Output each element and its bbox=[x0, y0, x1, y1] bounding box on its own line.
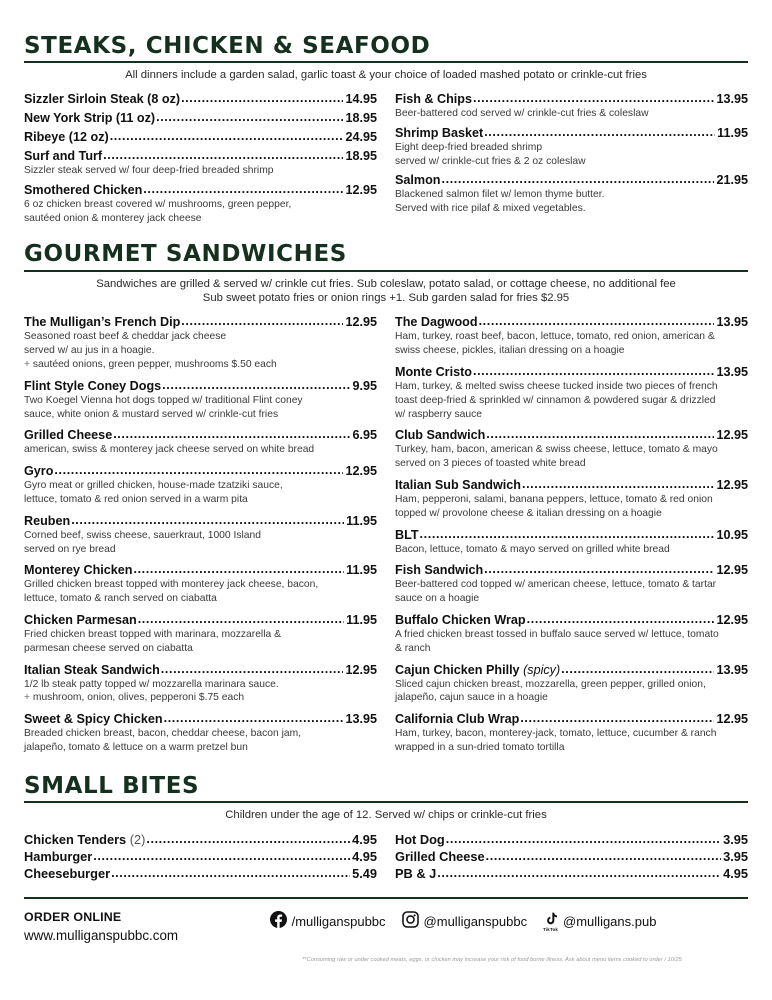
description-line: Served with rice pilaf & mixed vegetables. bbox=[395, 203, 586, 215]
menu-item-note: (spicy) bbox=[519, 662, 561, 677]
description-line: Sizzler steak served w/ four deep-fried breaded shrimp bbox=[24, 165, 274, 177]
menu-item-description bbox=[395, 727, 748, 755]
leader-dots bbox=[110, 131, 344, 142]
menu-item-line bbox=[395, 832, 748, 847]
menu-item-description bbox=[395, 493, 748, 521]
leader-dots bbox=[133, 564, 344, 575]
menu-item-name: Hot Dog bbox=[395, 831, 445, 847]
menu-item-price: 12.95 bbox=[345, 315, 377, 330]
menu-item-line bbox=[24, 514, 377, 528]
menu-item-description bbox=[395, 678, 748, 706]
tiktok-link[interactable] bbox=[543, 912, 656, 932]
menu-item bbox=[24, 866, 377, 881]
leader-dots bbox=[143, 184, 343, 195]
menu-item-price: 12.95 bbox=[716, 612, 748, 627]
section-note-line: Sub sweet potato fries or onion rings +1. Sub garden salad for fries $2.95 bbox=[202, 292, 570, 305]
description-line: sauce, white onion & mustard served w/ crinkle-cut fries bbox=[24, 408, 279, 420]
tiktok-handle: @mulligans.pub bbox=[563, 914, 657, 930]
menu-item-line bbox=[395, 866, 748, 881]
menu-item-line bbox=[395, 428, 748, 442]
menu-item bbox=[395, 428, 748, 471]
description-line: parmesan cheese served on ciabatta bbox=[24, 642, 193, 654]
menu-item-line bbox=[24, 613, 377, 627]
menu-item-line bbox=[24, 663, 377, 677]
menu-item bbox=[395, 563, 748, 606]
instagram-handle: @mulliganspubbc bbox=[423, 914, 528, 930]
section-note bbox=[24, 277, 748, 307]
section-note bbox=[24, 68, 748, 83]
menu-item-name: The Dagwood bbox=[395, 315, 478, 330]
leader-dots bbox=[486, 851, 721, 862]
menu-item-price: 12.95 bbox=[345, 464, 377, 479]
menu-item bbox=[395, 832, 748, 847]
menu-item-name: Fish Sandwich bbox=[395, 563, 484, 578]
menu-item-line bbox=[24, 130, 377, 144]
menu-item-name: BLT bbox=[395, 527, 419, 542]
menu-item bbox=[24, 130, 377, 144]
menu-item-name: Chicken Parmesan bbox=[24, 612, 137, 627]
leader-dots bbox=[484, 564, 714, 575]
menu-item-name: Smothered Chicken bbox=[24, 182, 143, 197]
description-line: served w/ crinkle-cut fries & 2 oz coleslaw bbox=[395, 155, 586, 167]
menu-item-price: 3.95 bbox=[723, 831, 748, 847]
description-line: w/ raspberry sauce bbox=[395, 408, 482, 420]
footer-divider bbox=[24, 897, 748, 899]
menu-item-description bbox=[395, 443, 748, 471]
description-line: Fried chicken breast topped with marinara, mozzarella & bbox=[24, 628, 281, 640]
menu-item-name: Chicken Tenders (2) bbox=[24, 831, 146, 847]
menu-item-price: 13.95 bbox=[345, 712, 377, 727]
menu-item-price: 10.95 bbox=[716, 527, 748, 542]
description-line: Bacon, lettuce, tomato & mayo served on grilled white bread bbox=[395, 543, 670, 555]
menu-item-name: New York Strip (11 oz) bbox=[24, 111, 156, 126]
section-header bbox=[24, 34, 748, 63]
menu-item-name: Salmon bbox=[395, 173, 441, 188]
section-header bbox=[24, 774, 748, 803]
menu-item bbox=[24, 663, 377, 706]
menu-item-description bbox=[24, 198, 377, 226]
description-line: A fried chicken breast tossed in buffalo sauce served w/ lettuce, tomato bbox=[395, 628, 719, 640]
menu-item bbox=[395, 712, 748, 755]
menu-item-price: 4.95 bbox=[352, 831, 377, 847]
description-line: Ham, pepperoni, salami, banana peppers, lettuce, tomato & red onion bbox=[395, 493, 713, 505]
leader-dots bbox=[111, 868, 350, 879]
menu-item bbox=[395, 849, 748, 864]
description-line: 1/2 lb steak patty topped w/ mozzarella marinara sauce. bbox=[24, 678, 279, 690]
menu-item-description bbox=[395, 330, 748, 358]
menu-item-price: 13.95 bbox=[716, 662, 748, 677]
menu-item-name: Buffalo Chicken Wrap bbox=[395, 612, 526, 627]
leader-dots bbox=[146, 834, 350, 845]
menu-item-price: 3.95 bbox=[723, 848, 748, 864]
description-line: Seasoned roast beef & cheddar jack cheese bbox=[24, 331, 227, 343]
description-line: Blackened salmon filet w/ lemon thyme butter. bbox=[395, 189, 605, 201]
menu-item-description bbox=[395, 107, 748, 121]
menu-item bbox=[24, 613, 377, 656]
menu-item bbox=[395, 315, 748, 358]
leader-dots bbox=[162, 380, 350, 391]
menu-item bbox=[24, 563, 377, 606]
menu-item-line bbox=[24, 849, 377, 864]
menu-item-price: 5.49 bbox=[352, 865, 377, 881]
menu-item-name: California Club Wrap bbox=[395, 712, 520, 727]
leader-dots bbox=[156, 112, 343, 123]
menu-item-name: Reuben bbox=[24, 513, 71, 528]
section-steaks-chicken-seafood bbox=[24, 34, 748, 230]
menu-item-price: 12.95 bbox=[716, 563, 748, 578]
column-left bbox=[24, 832, 377, 883]
column-left bbox=[24, 92, 377, 230]
menu-item-line bbox=[24, 183, 377, 197]
leader-dots bbox=[420, 529, 715, 540]
section-title: SMALL BITES bbox=[24, 772, 200, 799]
menu-item-name: Italian Steak Sandwich bbox=[24, 662, 160, 677]
menu-item-price: 6.95 bbox=[352, 428, 377, 443]
section-divider bbox=[24, 801, 748, 803]
section-header bbox=[24, 242, 748, 271]
menu-item-line bbox=[395, 365, 748, 379]
leader-dots bbox=[71, 515, 344, 526]
description-line: topped w/ provolone cheese & italian dressing on a hoagie bbox=[395, 507, 662, 519]
leader-dots bbox=[442, 174, 715, 185]
menu-item-price: 4.95 bbox=[352, 848, 377, 864]
menu-item-price: 18.95 bbox=[345, 111, 377, 126]
menu-item-description bbox=[24, 578, 377, 606]
menu-item-name: Surf and Turf bbox=[24, 149, 103, 164]
leader-dots bbox=[479, 316, 715, 327]
menu-item-price: 12.95 bbox=[716, 428, 748, 443]
description-line: toast deep-fried & sprinkled w/ cinnamon & powdered sugar & drizzled bbox=[395, 394, 716, 406]
menu-item-name: The Mulligan’s French Dip bbox=[24, 315, 181, 330]
menu-item-line bbox=[395, 126, 748, 140]
section-small-bites bbox=[24, 774, 748, 883]
description-line: Sliced cajun chicken breast, mozzarella, green pepper, grilled onion, bbox=[395, 678, 706, 690]
description-line: lettuce, tomato & ranch served on ciabatta bbox=[24, 593, 217, 605]
leader-dots bbox=[561, 664, 714, 675]
leader-dots bbox=[54, 465, 343, 476]
section-divider bbox=[24, 270, 748, 272]
description-line: lettuce, tomato & red onion served in a warm pita bbox=[24, 493, 248, 505]
menu-item-description bbox=[395, 188, 748, 216]
menu-item-line bbox=[24, 866, 377, 881]
menu-item bbox=[395, 478, 748, 521]
menu-item-price: 9.95 bbox=[352, 378, 377, 393]
leader-dots bbox=[161, 664, 344, 675]
column-right bbox=[395, 92, 748, 230]
description-line: jalapeño, cajun sauce in a hoagie bbox=[395, 692, 548, 704]
menu-item bbox=[395, 365, 748, 421]
menu-item-name: Monterey Chicken bbox=[24, 563, 133, 578]
instagram-link[interactable] bbox=[402, 911, 528, 933]
menu-item-price: 12.95 bbox=[716, 712, 748, 727]
menu-item bbox=[24, 428, 377, 457]
menu-item-price: 13.95 bbox=[716, 364, 748, 379]
menu-item-price: 12.95 bbox=[345, 662, 377, 677]
menu-item bbox=[24, 149, 377, 178]
description-line: wrapped in a sun-dried tomato tortilla bbox=[395, 741, 565, 753]
column-right bbox=[395, 832, 748, 883]
menu-item-description bbox=[24, 628, 377, 656]
leader-dots bbox=[181, 93, 343, 104]
menu-item bbox=[395, 663, 748, 706]
leader-dots bbox=[522, 479, 715, 490]
leader-dots bbox=[527, 614, 715, 625]
menu-item bbox=[395, 126, 748, 169]
menu-item bbox=[24, 183, 377, 226]
column-right bbox=[395, 315, 748, 761]
leader-dots bbox=[486, 429, 714, 440]
menu-item-price: 14.95 bbox=[345, 92, 377, 107]
menu-item-line bbox=[395, 528, 748, 542]
instagram-icon bbox=[402, 911, 419, 933]
leader-dots bbox=[484, 127, 715, 138]
menu-item-description bbox=[24, 330, 377, 371]
menu-item-price: 4.95 bbox=[723, 865, 748, 881]
menu-item bbox=[24, 712, 377, 755]
menu-item-name: Hamburger bbox=[24, 848, 93, 864]
menu-item-price: 11.95 bbox=[346, 612, 377, 627]
menu-item bbox=[24, 849, 377, 864]
menu-item bbox=[395, 528, 748, 557]
order-online-label: ORDER ONLINE bbox=[24, 909, 122, 924]
menu-item-line bbox=[395, 712, 748, 726]
menu-item-description bbox=[24, 678, 377, 706]
section-note-line: Children under the age of 12. Served w/ chips or crinkle-cut fries bbox=[225, 808, 547, 821]
menu-item-description bbox=[24, 529, 377, 557]
leader-dots bbox=[113, 429, 350, 440]
menu-item-line bbox=[24, 379, 377, 393]
section-columns bbox=[24, 832, 748, 883]
description-line: Breaded chicken breast, bacon, cheddar cheese, bacon jam, bbox=[24, 728, 302, 740]
website-url[interactable]: www.mulliganspubbc.com bbox=[24, 927, 179, 943]
menu-item-line bbox=[24, 315, 377, 329]
menu-item-line bbox=[395, 613, 748, 627]
menu-item bbox=[24, 92, 377, 106]
menu-item-price: 24.95 bbox=[345, 130, 377, 145]
menu-item-price: 11.95 bbox=[346, 563, 377, 578]
menu-item-name: Monte Cristo bbox=[395, 364, 472, 379]
column-left bbox=[24, 315, 377, 761]
menu-item-name: Grilled Cheese bbox=[395, 848, 485, 864]
menu-item-price: 18.95 bbox=[345, 149, 377, 164]
description-line: Ham, turkey, bacon, monterey-jack, tomato, lettuce, cucumber & ranch bbox=[395, 728, 717, 740]
menu-item-description bbox=[395, 380, 748, 421]
leader-dots bbox=[93, 851, 350, 862]
menu-item bbox=[24, 379, 377, 422]
leader-dots bbox=[473, 93, 715, 104]
leader-dots bbox=[437, 868, 721, 879]
description-line: swiss cheese, pickles, italian dressing on a hoagie bbox=[395, 345, 625, 357]
description-line: american, swiss & monterey jack cheese served on white bread bbox=[24, 444, 315, 456]
menu-item bbox=[395, 173, 748, 216]
description-line: Grilled chicken breast topped with monterey jack cheese, bacon, bbox=[24, 579, 319, 591]
menu-item-price: 21.95 bbox=[716, 173, 748, 188]
description-line: Ham, turkey, roast beef, bacon, lettuce, tomato, red onion, american & bbox=[395, 331, 715, 343]
description-line: Turkey, ham, bacon, american & swiss cheese, lettuce, tomato & mayo bbox=[395, 444, 718, 456]
description-line: served w/ au jus in a hoagie. bbox=[24, 345, 155, 357]
leader-dots bbox=[446, 834, 721, 845]
menu-item-description bbox=[24, 727, 377, 755]
description-line: Beer-battered cod served w/ crinkle-cut fries & coleslaw bbox=[395, 108, 649, 120]
leader-dots bbox=[181, 316, 343, 327]
menu-item-name: Flint Style Coney Dogs bbox=[24, 378, 162, 393]
menu-item-line bbox=[24, 563, 377, 577]
menu-item-name: Sizzler Sirloin Steak (8 oz) bbox=[24, 92, 181, 107]
menu-item bbox=[24, 464, 377, 507]
description-addon-line: + sautéed onions, green pepper, mushrooms $.50 each bbox=[24, 358, 377, 372]
section-columns bbox=[24, 92, 748, 230]
section-note bbox=[24, 808, 748, 823]
menu-item-line bbox=[395, 563, 748, 577]
menu-item-name: PB & J bbox=[395, 865, 437, 881]
menu-item-line bbox=[395, 663, 748, 677]
menu-item-price: 13.95 bbox=[716, 92, 748, 107]
menu-item-name: Grilled Cheese bbox=[24, 428, 113, 443]
menu-item-line bbox=[24, 149, 377, 163]
menu-item-name: Italian Sub Sandwich bbox=[395, 477, 521, 492]
menu-item-line bbox=[24, 712, 377, 726]
description-line: sautéed onion & monterey jack cheese bbox=[24, 212, 202, 224]
menu-item-description bbox=[395, 141, 748, 169]
description-line: 6 oz chicken breast covered w/ mushrooms, green pepper, bbox=[24, 198, 292, 210]
description-line: served on 3 pieces of toasted white bread bbox=[395, 458, 586, 470]
section-gourmet-sandwiches bbox=[24, 242, 748, 761]
social-links bbox=[178, 909, 748, 933]
menu-item-description bbox=[24, 394, 377, 422]
menu-item-description bbox=[395, 543, 748, 557]
section-title: STEAKS, CHICKEN & SEAFOOD bbox=[24, 33, 431, 59]
menu-item-price: 12.95 bbox=[716, 477, 748, 492]
menu-item-name: Sweet & Spicy Chicken bbox=[24, 712, 163, 727]
leader-dots bbox=[138, 614, 344, 625]
description-line: Beer-battered cod topped w/ american cheese, lettuce, tomato & tartar bbox=[395, 579, 717, 591]
description-line: Gyro meat or grilled chicken, house-made tzatziki sauce, bbox=[24, 480, 283, 492]
menu-item-line bbox=[24, 92, 377, 106]
menu-item-line bbox=[395, 849, 748, 864]
description-line: Two Koegel Vienna hot dogs topped w/ traditional Flint coney bbox=[24, 394, 303, 406]
menu-item-name: Shrimp Basket bbox=[395, 125, 484, 140]
menu-item bbox=[24, 514, 377, 557]
menu-item bbox=[395, 92, 748, 121]
leader-dots bbox=[473, 366, 715, 377]
description-addon-line: + mushroom, onion, olives, pepperoni $.75 each bbox=[24, 691, 377, 705]
menu-item-description bbox=[395, 578, 748, 606]
menu-item-line bbox=[24, 832, 377, 847]
menu-item-name: Cheeseburger bbox=[24, 865, 111, 881]
menu-item-description bbox=[24, 164, 377, 178]
menu-item-description bbox=[395, 628, 748, 656]
facebook-handle: /mulliganspubbc bbox=[291, 914, 386, 930]
section-note-line: Sandwiches are grilled & served w/ crinkle cut fries. Sub coleslaw, potato salad, or cottage cheese, no additional fee bbox=[96, 277, 676, 290]
leader-dots bbox=[164, 713, 344, 724]
facebook-link[interactable] bbox=[270, 911, 386, 933]
tiktok-icon bbox=[543, 912, 558, 932]
menu-item-line bbox=[24, 464, 377, 478]
menu-item bbox=[24, 315, 377, 371]
leader-dots bbox=[103, 150, 343, 161]
menu-item bbox=[395, 866, 748, 881]
description-line: served on rye bread bbox=[24, 543, 116, 555]
menu-item bbox=[24, 111, 377, 125]
menu-item-description bbox=[24, 443, 377, 457]
disclaimer-text: **Consuming raw or under cooked meats, eggs, or chicken may increase your risk of food borne illness. Ask about menu items cooked to order / 10/25 bbox=[302, 956, 682, 963]
description-line: Ham, turkey, & melted swiss cheese tucked inside two pieces of french bbox=[395, 380, 718, 392]
menu-item-line bbox=[395, 92, 748, 106]
menu-item-line bbox=[24, 111, 377, 125]
section-divider bbox=[24, 61, 748, 63]
menu-item-qualifier: (2) bbox=[126, 831, 146, 847]
tiktok-label: TikTok bbox=[543, 926, 559, 932]
order-online-block bbox=[24, 909, 178, 945]
section-columns bbox=[24, 315, 748, 761]
section-title: GOURMET SANDWICHES bbox=[24, 241, 347, 268]
menu-item-name: Fish & Chips bbox=[395, 92, 472, 107]
menu-item-line bbox=[395, 315, 748, 329]
menu-item-price: 11.95 bbox=[346, 513, 377, 528]
menu-item-name: Ribeye (12 oz) bbox=[24, 130, 109, 145]
menu-item-price: 11.95 bbox=[717, 125, 748, 140]
menu-item-line bbox=[395, 478, 748, 492]
description-line: Eight deep-fried breaded shrimp bbox=[395, 141, 543, 153]
menu-item-price: 12.95 bbox=[345, 182, 377, 197]
footer bbox=[24, 909, 748, 963]
menu-item-name: Cajun Chicken Philly (spicy) bbox=[395, 662, 561, 677]
menu-item-name: Gyro bbox=[24, 464, 54, 479]
description-line: & ranch bbox=[395, 642, 431, 654]
menu-item-line bbox=[395, 173, 748, 187]
menu-item-price: 13.95 bbox=[716, 315, 748, 330]
description-line: jalapeño, tomato & lettuce on a warm pretzel bun bbox=[24, 741, 248, 753]
menu-item-line bbox=[24, 428, 377, 442]
menu-item bbox=[395, 613, 748, 656]
menu-item-name: Club Sandwich bbox=[395, 428, 486, 443]
leader-dots bbox=[520, 713, 714, 724]
facebook-icon bbox=[270, 911, 287, 933]
description-line: Corned beef, swiss cheese, sauerkraut, 1000 Island bbox=[24, 529, 261, 541]
menu-item-description bbox=[24, 479, 377, 507]
menu-item bbox=[24, 832, 377, 847]
description-line: sauce on a hoagie bbox=[395, 593, 480, 605]
section-note-line: All dinners include a garden salad, garlic toast & your choice of loaded mashed potato or crinkle-cut fries bbox=[125, 69, 647, 82]
